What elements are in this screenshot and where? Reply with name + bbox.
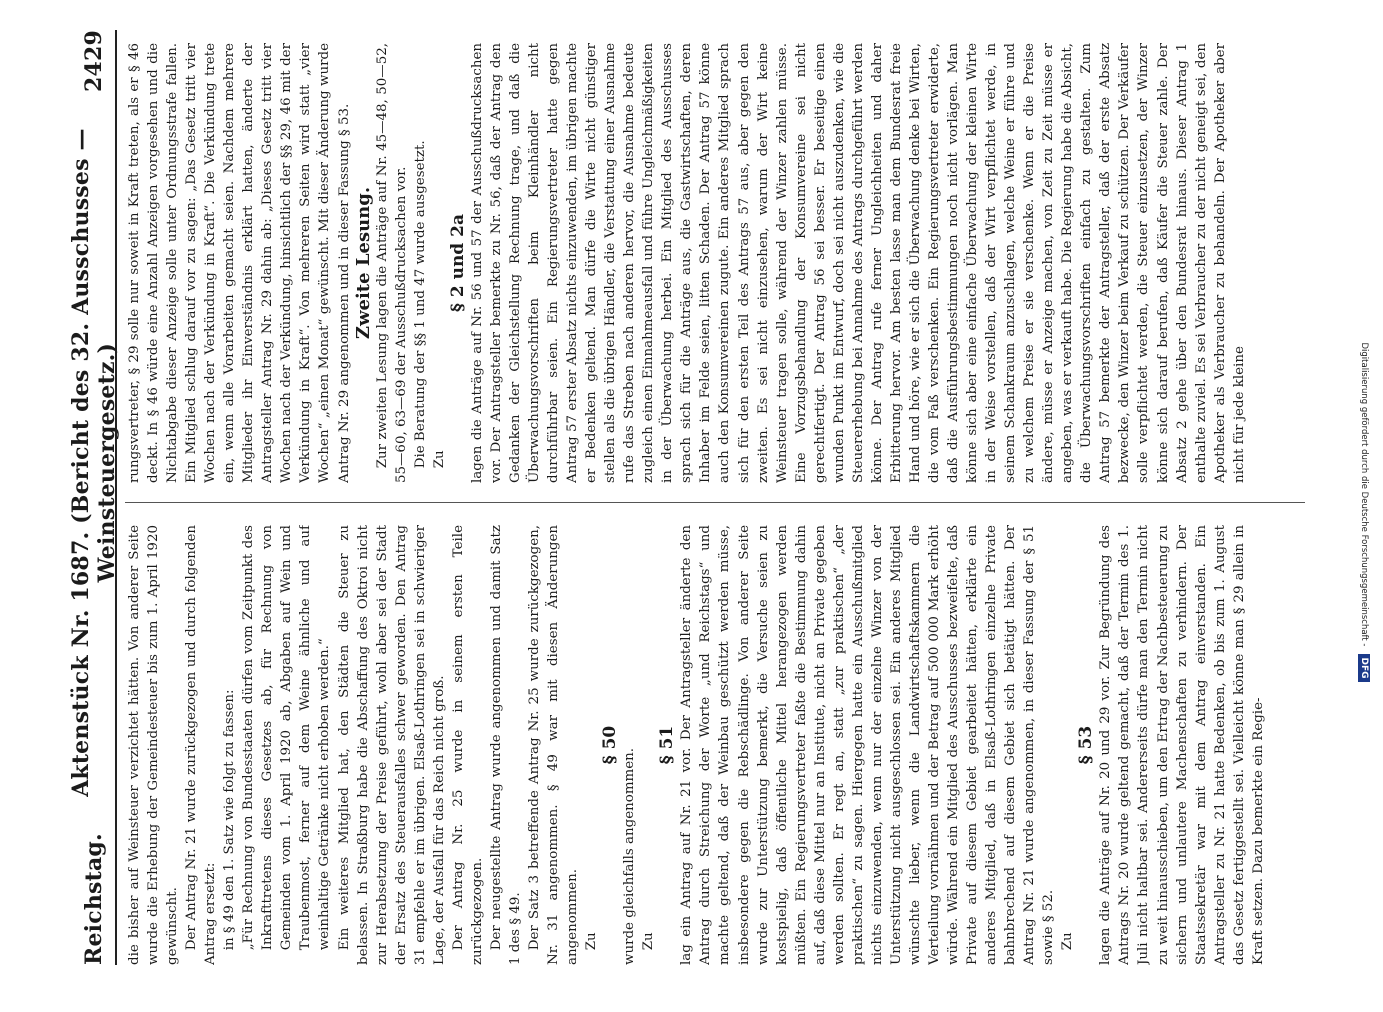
- document-page: [68, 30, 1310, 965]
- right-paragraph: lagen die Anträge auf Nr. 56 und 57 der Ausschußdrucksachen vor. Der Antragsteller bemerkte zu Nr. 56, daß der Antrag den Gedanken der Gleichstellung Rechnung trage, und daß die Überwachungsvorschriften beim Kleinhändler nicht durchführbar seien. Ein Regierungsvertreter hatte gegen Antrag 57 erster Absatz nichts einzuwenden, im übrigen machte er Bedenken geltend. Man dürfe die Wirte nicht günstiger stellen als die übrigen Händler, die Verstattung einer Ausnahme rufe das Streben nach anderen hervor, die Ausnahme bedeute zugleich einen Einnahmeausfall und führe Ungleichmäßigkeiten in der Überwachung herbei. Ein Mitglied des Ausschusses sprach sich für die Anträge aus, die Gastwirtschaften, deren Inhaber im Felde seien, litten Schaden. Der Antrag 57 könne auch den Konsumvereinen zugute. Ein anderes Mitglied sprach sich für den ersten Teil des Antrags 57 aus, aber gegen den zweiten. Es sei nicht einzusehen, warum der Wirt keine Weinsteuer tragen solle, während der Winzer zahlen müsse. Eine Vorzugsbehandlung der Konsumvereine sei nicht gerechtfertigt. Der Antrag 56 sei besser. Er beseitige einen wunden Punkt im Entwurf, doch sei nicht auszudenken, wie die Steuererhebung bei Annahme des Antrags durchgeführt werden könne. Der Antrag rufe ferner Ungleichheiten und daher Erbitterung hervor. Am besten lasse man dem Bundesrat freie Hand und höre, wie er sich die Überwachung denke bei Wirten, die vom Faß verschenken. Ein Regierungsvertreter erwiderte, daß die Ausführungsbestimmungen noch nicht vorlägen. Man könne sich aber eine einfache Überwachung der kleinen Wirte in der Weise vorstellen, daß der Wirt verpflichtet werde, in seinem Schankraum anzuschlagen, welche Weine er führe und zu welchem Preise er sie verschenke. Wenn er die Preise ändere, müsse er Anzeige machen, von Zeit zu Zeit müsse er angeben, was er verkauft habe. Die Regierung habe die Absicht, die Überwachungsvorschriften einfach zu gestalten. Zum Antrag 57 bemerkte der Antragsteller, daß der erste Absatz bezwecke, den Winzer beim Verkauf zu schützen. Der Verkäufer solle verpflichtet werden, die Steuer einzusetzen, der Winzer könne sich darauf berufen, daß Käufer die Steuer zahle. Der Absatz 2 gehe über den Bundesrat hinaus. Dieser Antrag 1 enthalte zuviel. Es sei Verbraucher zu der nicht geneigt sei, den Apotheker als Verbraucher zu behandeln. Der Apotheker aber nicht für jede kleine: [469, 43, 1247, 483]
- left-paragraph: die bisher auf Weinsteuer verzichtet hätten. Von anderer Seite wurde die Erhebung der Gemeindesteuer bis zum 1. April 1920 gewünscht.: [127, 525, 181, 965]
- left-paragraph: Ein weiteres Mitglied hat, den Städten die Steuer zu belassen. In Straßburg habe die Abschaffung des Oktroi nicht zur Herabsetzung der Preise geführt, wohl aber sei der Stadt der Ersatz des Steuerausfalles schwer geworden. Den Antrag 31 empfehle er im übrigen. Elsaß-Lothringen sei in schwieriger Lage, der Ausfall für das Reich nicht groß.: [336, 525, 447, 965]
- page-header: [68, 30, 120, 965]
- section-heading-2: § 2 und 2a: [447, 214, 468, 312]
- right-column: [125, 43, 1305, 483]
- right-paragraph: Zur zweiten Lesung lagen die Anträge auf Nr. 45—48, 50—52, 55—60, 63—69 der Ausschußdrucksachen vor.: [374, 43, 409, 483]
- dfg-logo: DFG: [1358, 654, 1370, 681]
- section-heading-53: § 53: [1076, 725, 1097, 765]
- left-paragraph: Der Antrag Nr. 25 wurde in seinem ersten Teile zurückgezogen.: [450, 525, 485, 965]
- header-rule: [115, 30, 117, 965]
- page-number: 2429: [81, 30, 107, 93]
- right-paragraph: Die Beratung der §§ 1 und 47 wurde ausgesetzt.: [412, 140, 428, 469]
- left-paragraph: in § 49 den 1. Satz wie folgt zu fassen:: [222, 689, 238, 951]
- zu-label: Zu: [641, 932, 657, 951]
- section-heading-zweite-lesung: Zweite Lesung.: [352, 186, 374, 340]
- left-paragraph: Der Satz 3 betreffende Antrag Nr. 25 wurde zurückgezogen, Nr. 31 angenommen. § 49 war mit diesen Änderungen angenommen.: [526, 525, 581, 965]
- left-paragraph: lagen die Anträge auf Nr. 20 und 29 vor. Zur Begründung des Antrags Nr. 20 wurde geltend gemacht, daß der Termin des 1. Juli nicht haltbar sei. Andererseits dürfe man den Termin nicht zu weit hinausschieben, um den Ertrag der Nachbesteuerung zu sichern und unlautere Machenschaften zu verhindern. Der Staatssekretär war mit dem Antrag einverstanden. Ein Antragsteller zu Nr. 21 hatte Bedenken, ob bis zum 1. August das Gesetz fertiggestellt sei. Vielleicht könne man § 29 allein in Kraft setzen. Dazu bemerkte ein Regie-: [1098, 525, 1266, 965]
- right-paragraph: rungsvertreter, § 29 solle nur soweit in Kraft treten, als er § 46 deckt. In § 46 würde eine Anzahl Anzeigen vorgesehen und die Nichtabgabe dieser Anzeige solle unter Ordnungsstrafe fallen. Ein Mitglied schlug darauf vor zu sagen: „Das Gesetz tritt vier Wochen nach der Verkündung in Kraft“. Die Verkündung trete ein, wenn alle Vorarbeiten gemacht seien. Nachdem mehrere Mitglieder ihr Einverständnis erklärt hatten, änderte der Antragsteller Antrag Nr. 29 dahin ab: „Dieses Gesetz tritt vier Wochen nach der Verkündung, hinsichtlich der §§ 29, 46 mit der Verkündung in Kraft“. Von mehreren Seiten wird statt „vier Wochen“ „einen Monat“ gewünscht. Mit dieser Änderung wurde Antrag Nr. 29 angenommen und in dieser Fassung § 53.: [127, 43, 352, 483]
- credit-text: Digitalisierung gefördert durch die Deutsche Forschungsgemeinschaft -: [1359, 342, 1369, 647]
- left-column: [125, 525, 1305, 965]
- zu-label: Zu: [431, 450, 447, 469]
- zu-label: Zu: [1060, 932, 1076, 951]
- section-heading-50: § 50: [600, 725, 621, 765]
- header-title: Aktenstück Nr. 1687. (Bericht des 32. Ausschusses — Weinsteuergesetz.): [68, 128, 120, 797]
- left-paragraph: wurde gleichfalls angenommen.: [622, 747, 638, 965]
- left-paragraph: lag ein Antrag auf Nr. 21 vor. Der Antragsteller änderte den Antrag durch Streichung der Worte „und Reichstags“ und machte geltend, daß der Weinbau geschützt werden müsse, insbesondere gegen die Rebschädlinge. Von anderer Seite wurde zur Unterstützung bemerkt, die Versuche seien zu kostspielig, daß öffentliche Mittel herangezogen werden müßten. Ein Regierungsvertreter faßte die Bestimmung dahin auf, daß diese Mittel nur an Institute, nicht an Private gegeben werden sollten. Er regt an, statt „zur praktischen“ „der praktischen“ zu sagen. Hiergegen hatte ein Ausschußmitglied nichts einzuwenden, wenn nur der einzelne Winzer von der Unterstützung nicht ausgeschlossen sei. Ein anderes Mitglied wünschte lieber, wenn die Landwirtschaftskammern die Verteilung vornähmen und der Betrag auf 500 000 Mark erhöht würde. Während ein Mitglied des Ausschusses bezweifelte, daß Private auf diesem Gebiet gearbeitet hätten, erklärte ein anderes Mitglied, daß in Elsaß-Lothringen einzelne Private bahnbrechend auf diesem Gebiet sich betätigt hätten. Der Antrag Nr. 21 wurde angenommen, in dieser Fassung der § 51 sowie § 52.: [679, 525, 1057, 965]
- quoted-amendment: „Für Rechnung von Bundesstaaten dürfen vom Zeitpunkt des Inkrafttretens dieses Gesetzes ab, für Rechnung von Gemeinden vom 1. April 1920 ab, Abgaben auf Wein und Traubenmost, ferner auf dem Weine ähnliche und auf weinhaltige Getränke nicht erhoben werden.“: [241, 525, 333, 951]
- left-paragraph: Der Antrag Nr. 21 wurde zurückgezogen und durch folgenden Antrag ersetzt:: [184, 525, 219, 965]
- section-heading-51: § 51: [657, 725, 678, 765]
- digitization-credit: [1357, 12, 1371, 1012]
- column-divider: [125, 502, 1305, 503]
- zu-label: Zu: [584, 932, 600, 951]
- header-left: Reichstag.: [81, 833, 107, 965]
- left-paragraph: Der neugestellte Antrag wurde angenommen und damit Satz 1 des § 49.: [488, 525, 523, 965]
